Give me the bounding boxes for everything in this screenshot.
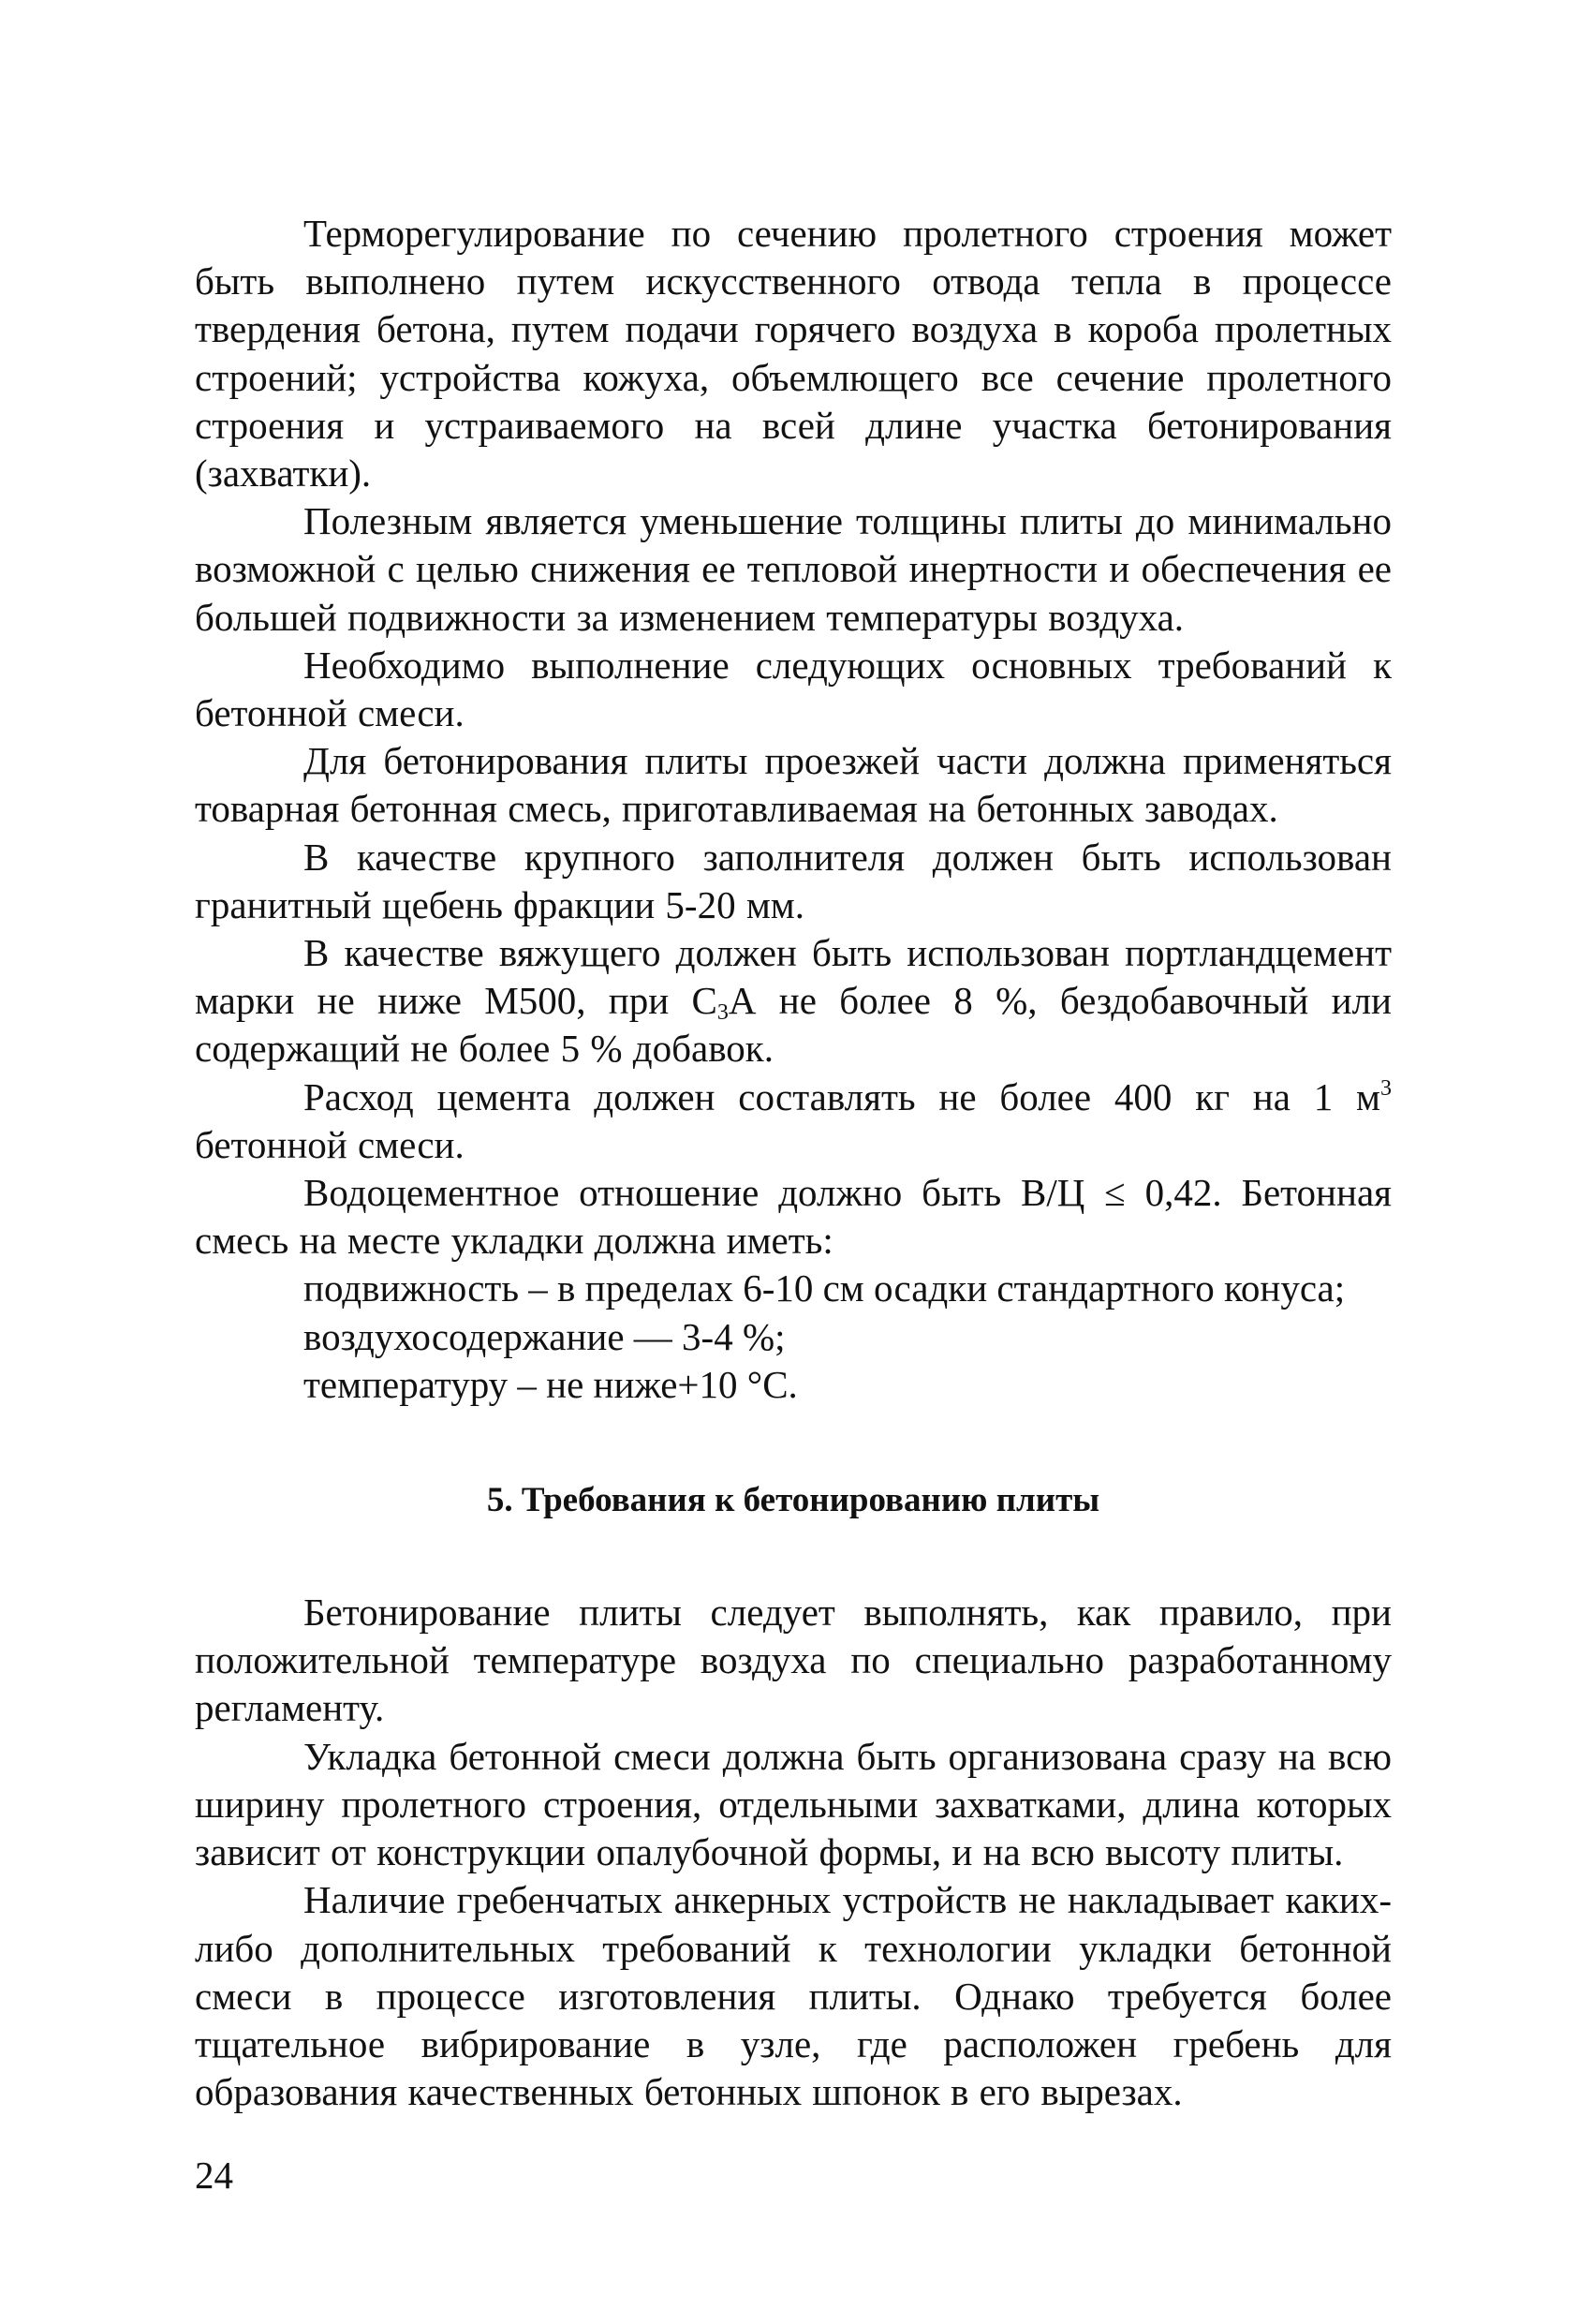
paragraph-thermal-regulation: Терморегулирование по сечению пролетного строения может быть выполнено путем искусственного отвода тепла в процессе твердения бетона, путем подачи горячего воздуха в короба пролетных строений; устройства кожуха, объемлющего все сечение пролетного строения и устраиваемого на всей длине участка бетонирования (захватки). <box>195 212 1392 496</box>
binder-text-start: В качестве вяжущего должен быть использован портландцемент марки не ниже М500, при С <box>195 931 1392 1023</box>
paragraph-coarse-aggregate: В качестве крупного заполнителя должен быть использован гранитный щебень фракции 5-20 мм. <box>195 835 1392 926</box>
paragraph-cement-consumption <box>195 1073 1392 1169</box>
page-body <box>195 210 1392 2116</box>
list-item-air-content: воздухосодержание — 3-4 %; <box>303 1314 786 1358</box>
cement-text-start: Расход цемента должен составлять не более 400 кг на 1 м <box>303 1074 1380 1118</box>
paragraph-concreting-conditions: Бетонирование плиты следует выполнять, как правило, при положительной температуре воздуха по специально разработанному регламенту. <box>195 1591 1392 1730</box>
paragraph-placement-method: Укладка бетонной смеси должна быть организована сразу на всю ширину пролетного строения, отдельными захватками, длина которых зависит от конструкции опалубочной формы, и на всю высоту плиты. <box>195 1734 1392 1874</box>
binder-text-end: А не более 8 %, бездобавочный или содержащий не более 5 % добавок. <box>195 979 1392 1071</box>
list-item-temperature: температуру – не ниже+10 °С. <box>303 1362 798 1406</box>
paragraph-water-cement-ratio: Водоцементное отношение должно быть В/Ц ≤ 0,42. Бетонная смесь на месте укладки должна иметь: <box>195 1171 1392 1263</box>
section-heading: 5. Требования к бетонированию плиты <box>486 1481 1100 1520</box>
page-number: 24 <box>195 2154 233 2197</box>
list-item-workability: подвижность – в пределах 6-10 см осадки стандартного конуса; <box>303 1266 1346 1310</box>
paragraph-binder <box>195 929 1392 1073</box>
paragraph-mix-requirements-intro: Необходимо выполнение следующих основных требований к бетонной смеси. <box>195 643 1392 735</box>
paragraph-anchor-devices: Наличие гребенчатых анкерных устройств не накладывает каких-либо дополнительных требований к технологии укладки бетонной смеси в процессе изготовления плиты. Однако требуется более тщательное вибрирование в узле, где расположен гребень для образования качественных бетонных шпонок в его вырезах. <box>195 1878 1392 2114</box>
cement-superscript: 3 <box>1380 1075 1392 1101</box>
cement-text-end: бетонной смеси. <box>195 1122 465 1166</box>
binder-subscript: 3 <box>716 1000 729 1026</box>
mix-properties-list <box>195 1265 1392 1409</box>
paragraph-slab-thickness: Полезным является уменьшение толщины плиты до минимально возможной с целью снижения ее тепловой инертности и обеспечения ее большей подвижности за изменением температуры воздуха. <box>195 499 1392 639</box>
paragraph-commercial-mix: Для бетонирования плиты проезжей части должна применяться товарная бетонная смесь, приготавливаемая на бетонных заводах. <box>195 739 1392 831</box>
